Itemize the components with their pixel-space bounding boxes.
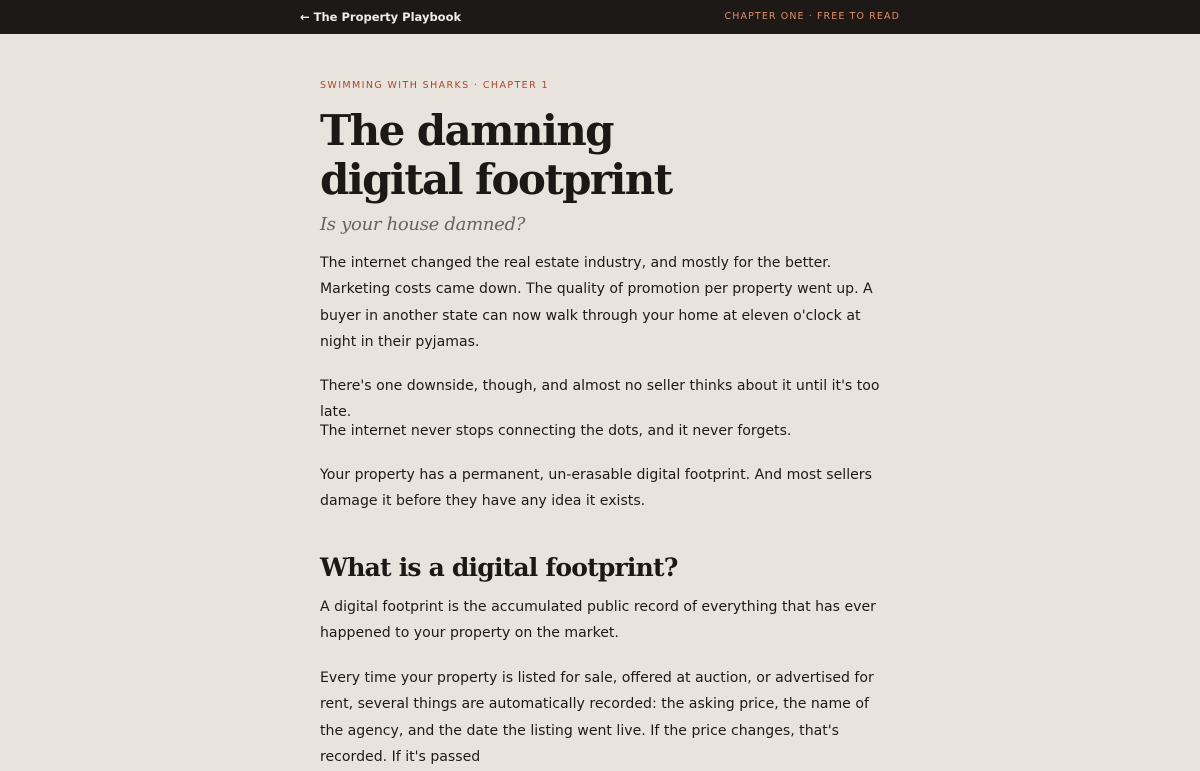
section-paragraph: Every time your property is listed for sale, offered at auction, or advertised for rent, several things are automatically recorded: the asking price, the name of the agency, and the date the listing went live. If the price changes, that's recorded. If it's passed (320, 670, 874, 766)
chapter-subtitle: Is your house damned? (320, 214, 526, 235)
intro-paragraph: There's one downside, though, and almost no seller thinks about it until it's too late. (320, 378, 880, 421)
intro-paragraph: Your property has a permanent, un-erasable digital footprint. And most sellers damage it before they have any idea it exists. (320, 467, 872, 510)
back-to-playbook-link[interactable]: ← The Property Playbook (300, 10, 462, 24)
top-navigation-bar (0, 0, 1200, 34)
intro-paragraph: The internet changed the real estate industry, and mostly for the better. Marketing costs came down. The quality of promotion per property went up. A buyer in another state can now walk through your home at eleven o'clock at night in their pyjamas. (320, 255, 873, 351)
chapter-eyebrow: SWIMMING WITH SHARKS · CHAPTER 1 (320, 80, 549, 91)
intro-paragraph: The internet never stops connecting the dots, and it never forgets. (320, 423, 792, 439)
chapter-status-label: CHAPTER ONE · FREE TO READ (724, 11, 900, 22)
section-paragraph: A digital footprint is the accumulated public record of everything that has ever happened to your property on the market. (320, 599, 876, 642)
section-heading: What is a digital footprint? (320, 553, 678, 582)
chapter-title: The damning digital footprint (320, 106, 672, 204)
